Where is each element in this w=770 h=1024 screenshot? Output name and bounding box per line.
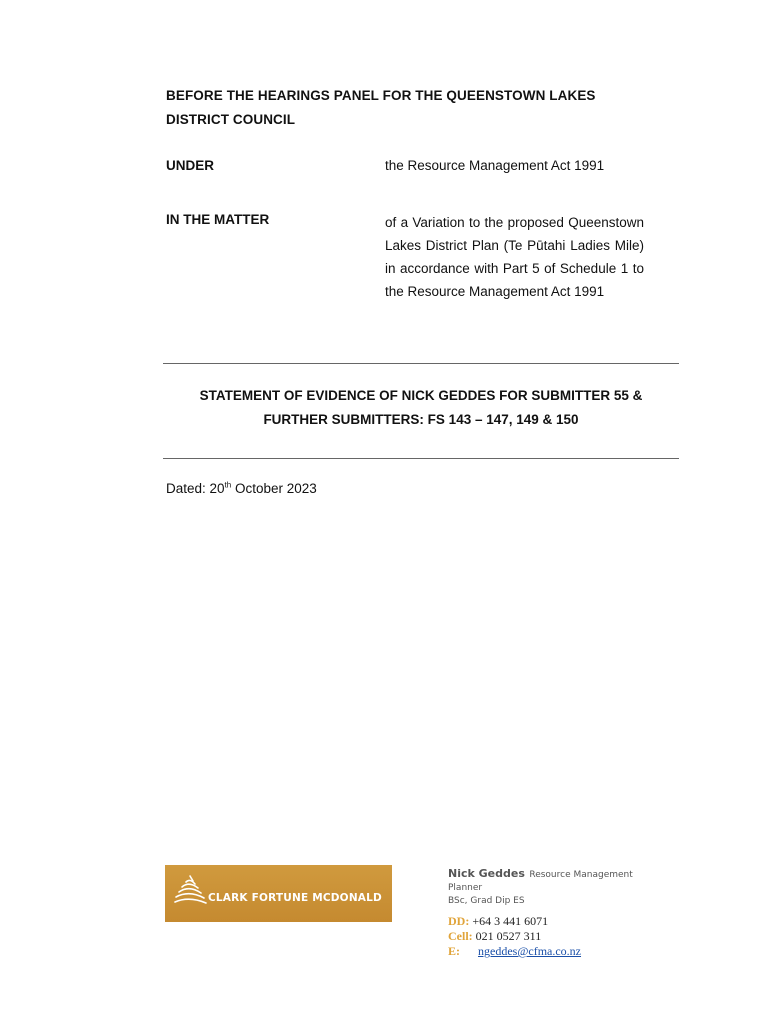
dd-value: +64 3 441 6071 [472, 914, 549, 928]
in-the-matter-value: of a Variation to the proposed Queenstown Lakes District Plan (Te Pūtahi Ladies Mile) in accordance with Part 5 of Schedule 1 to the Resource Management Act 1991 [385, 215, 644, 299]
contact-dd [448, 914, 678, 929]
logo-text: CLARK FORTUNE MCDONALD [208, 892, 382, 904]
email-label: E: [448, 944, 460, 958]
under-value: the Resource Management Act 1991 [385, 158, 605, 173]
cell-label: Cell: [448, 929, 473, 943]
company-logo [165, 865, 392, 922]
statement-line-1: STATEMENT OF EVIDENCE OF NICK GEDDES FOR SUBMITTER 55 & [199, 388, 643, 403]
contact-name: Nick Geddes [448, 867, 525, 880]
dated-line [166, 481, 317, 496]
contact-block [448, 864, 678, 959]
dd-label: DD: [448, 914, 470, 928]
dated-ordinal: th [224, 480, 232, 490]
under-label: UNDER [166, 158, 215, 173]
contact-cell [448, 929, 678, 944]
dated-rest: October 2023 [231, 481, 317, 496]
contact-email [448, 944, 678, 959]
statement-title [166, 384, 676, 432]
top-divider [163, 363, 679, 364]
cell-value: 021 0527 311 [475, 929, 542, 943]
statement-line-2: FURTHER SUBMITTERS: FS 143 – 147, 149 & 150 [263, 412, 579, 427]
dated-prefix: Dated: 20 [166, 481, 225, 496]
contact-title-continued: Planner [448, 883, 483, 893]
in-the-matter-label: IN THE MATTER [166, 212, 270, 227]
document-heading [166, 84, 636, 132]
heading-line-2: DISTRICT COUNCIL [166, 112, 296, 127]
heading-line-1: BEFORE THE HEARINGS PANEL FOR THE QUEENSTOWN LAKES [166, 88, 596, 103]
email-link[interactable]: ngeddes@cfma.co.nz [478, 944, 582, 958]
contact-title: Resource Management [529, 870, 633, 880]
mountain-logo-icon [173, 872, 207, 906]
bottom-divider [163, 458, 679, 459]
contact-qualifications: BSc, Grad Dip ES [448, 896, 525, 906]
